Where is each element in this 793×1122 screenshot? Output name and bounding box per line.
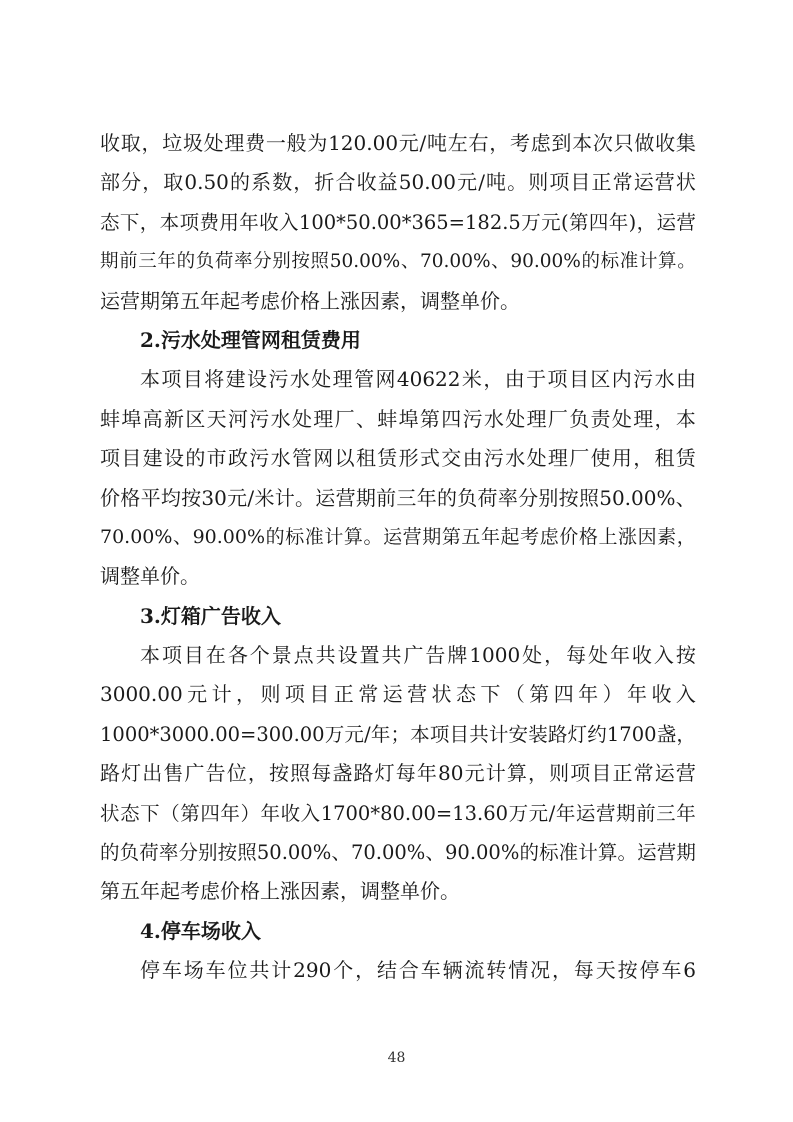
- text-line: 第五年起考虑价格上涨因素，调整单价。: [100, 879, 460, 904]
- text-line: 价 格 平 均 按 30 元 / 米 计 。 运 营 期 前 三 年 的 负 荷 率 分 别 按 照 50.00% 、: [100, 485, 696, 510]
- text-line: 调整单价。: [100, 564, 200, 589]
- text-line: 蚌 埠 高 新 区 天 河 污 水 处 理 厂 、 蚌 埠 第 四 污 水 处 理 厂 负 责 处 理 ， 本: [100, 406, 696, 431]
- text-line: 停 车 场 车 位 共 计 290 个 ， 结 合 车 辆 流 转 情 况 ， 每 天 按 停 车 6: [140, 958, 696, 983]
- text-line: 路 灯 出 售 广 告 位 ， 按 照 每 盏 路 灯 每 年 80 元 计 算 ， 则 项 目 正 常 运 营: [100, 761, 696, 786]
- text-line: 态 下 ， 本 项 费 用 年 收 入 100*50.00*365=182.5 万 元 ( 第 四 年 ) ， 运 营: [100, 210, 696, 234]
- text-line: 项 目 建 设 的 市 政 污 水 管 网 以 租 赁 形 式 交 由 污 水 处 理 厂 使 用 ， 租 赁: [100, 446, 696, 471]
- text-line: 本 项 目 在 各 个 景 点 共 设 置 共 广 告 牌 1000 处 ， 每 处 年 收 入 按: [140, 643, 696, 668]
- text-line: 的 负 荷 率 分 别 按 照 50.00% 、 70.00% 、 90.00% 的 标 准 计 算 。 运 营 期: [100, 841, 696, 865]
- document-body: [100, 124, 696, 991]
- section-heading: 2.污水处理管网租赁费用: [140, 327, 361, 352]
- text-line: 70.00% 、 90.00% 的 标 准 计 算 。 运 营 期 第 五 年 起 考 虑 价 格 上 涨 因 素 ，: [100, 525, 696, 548]
- text-line: 收 取 ， 垃 圾 处 理 费 一 般 为 120.00 元 / 吨 左 右 ， 考 虑 到 本 次 只 做 收 集: [100, 131, 696, 155]
- text-line: 状 态 下 （ 第 四 年 ） 年 收 入 1700*80.00=13.60 万 元 / 年 运 营 期 前 三 年: [100, 801, 696, 825]
- text-line: 3000.00 元 计 ， 则 项 目 正 常 运 营 状 态 下 （ 第 四 年 ） 年 收 入: [100, 682, 696, 707]
- text-line: 部 分 ， 取 0.50 的 系 数 ， 折 合 收 益 50.00 元 / 吨 。 则 项 目 正 常 运 营 状: [100, 170, 696, 195]
- section-heading: 3.灯箱广告收入: [140, 603, 281, 628]
- section-heading: 4.停车场收入: [140, 918, 261, 943]
- text-line: 本 项 目 将 建 设 污 水 处 理 管 网 40622 米 ， 由 于 项 目 区 内 污 水 由: [140, 367, 696, 392]
- page-number: 48: [387, 1050, 406, 1066]
- text-line: 期 前 三 年 的 负 荷 率 分 别 按 照 50.00% 、 70.00% 、 90.00% 的 标 准 计 算 。: [100, 251, 696, 273]
- text-line: 运营期第五年起考虑价格上涨因素，调整单价。: [100, 288, 520, 313]
- text-line: 1000*3000.00=300.00 万 元 / 年 ； 本 项 目 共 计 安 装 路 灯 约 1700 盏 ，: [100, 722, 696, 746]
